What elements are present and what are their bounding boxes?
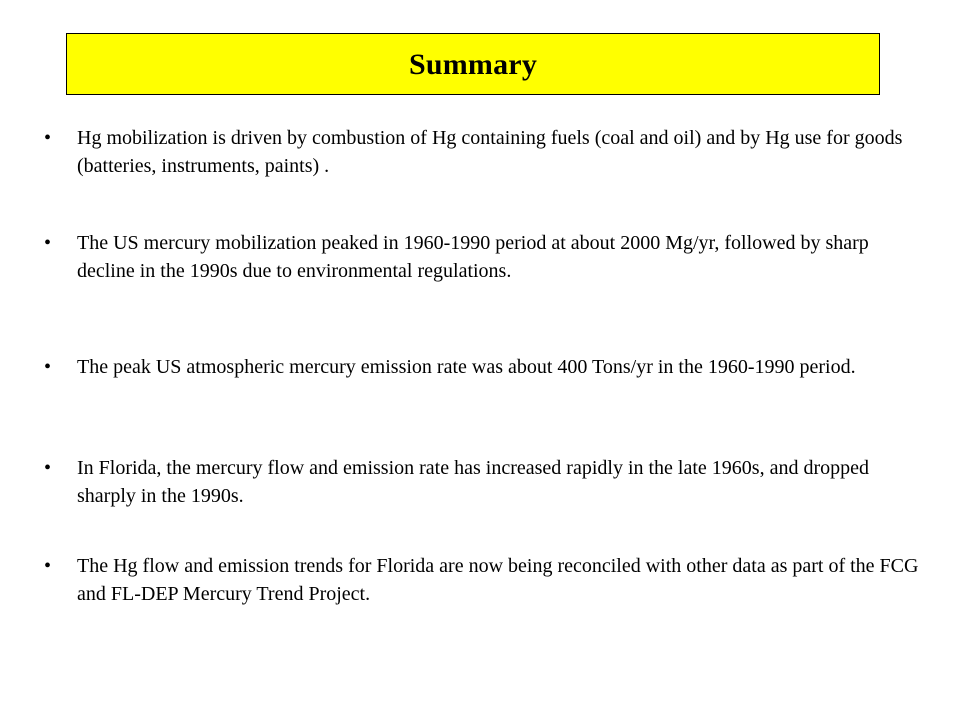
bullet-marker-icon: • — [44, 127, 52, 149]
bullet-text: The Hg flow and emission trends for Florida are now being reconciled with other data as part of the FCG and FL-DEP Mercury Trend Project. — [77, 555, 919, 605]
bullet-item-trend-project — [44, 553, 920, 608]
bullet-marker-icon: • — [44, 555, 52, 577]
bullet-item-us-emission-rate — [44, 354, 920, 382]
bullet-item-us-mobilization — [44, 230, 920, 285]
bullet-item-fuel-combustion — [44, 125, 920, 180]
bullet-text: In Florida, the mercury flow and emission rate has increased rapidly in the late 1960s, and dropped sharply in the 1990s. — [77, 457, 869, 507]
bullet-item-florida-trend — [44, 455, 920, 510]
slide-title: Summary — [408, 48, 538, 81]
bullet-text: The peak US atmospheric mercury emission rate was about 400 Tons/yr in the 1960-1990 period. — [77, 356, 856, 378]
bullet-text: Hg mobilization is driven by combustion of Hg containing fuels (coal and oil) and by Hg use for goods (batteries, instruments, paints) . — [77, 127, 903, 177]
bullet-text: The US mercury mobilization peaked in 1960-1990 period at about 2000 Mg/yr, followed by sharp decline in the 1990s due to environmental regulations. — [77, 232, 869, 282]
bullet-marker-icon: • — [44, 457, 52, 479]
bullet-marker-icon: • — [44, 356, 52, 378]
bullet-marker-icon: • — [44, 232, 52, 254]
